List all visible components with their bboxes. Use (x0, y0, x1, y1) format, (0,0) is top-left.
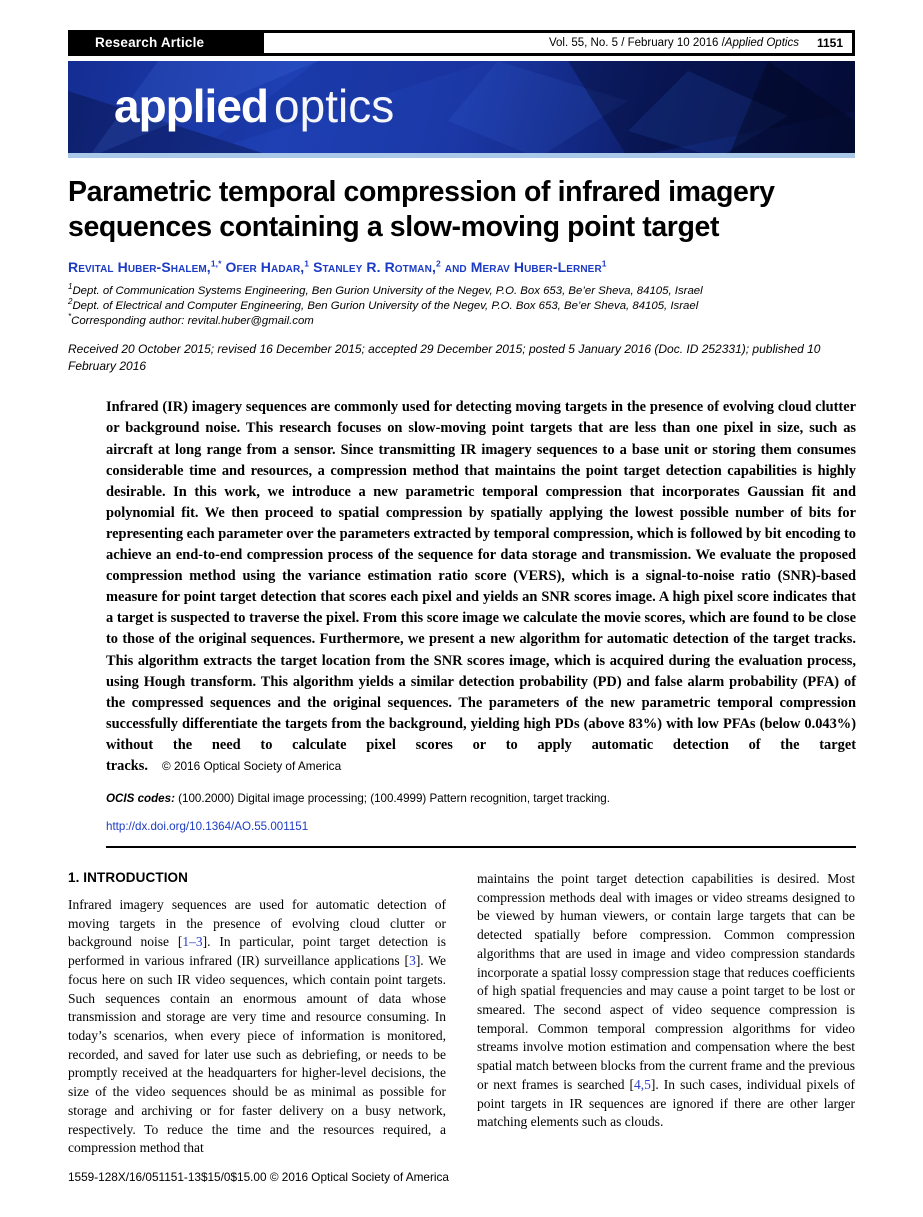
citation-box (264, 33, 852, 53)
logo-word-optics: optics (274, 80, 395, 132)
author-name: Ofer Hadar, (221, 259, 305, 275)
article-type-label: Research Article (95, 35, 205, 50)
affiliation-line: $^1$Dept. of Communication Systems Engineering, Ben Gurion University of the Negev, P.O. Box 653, Be’er Sheva, 84105, Israel (68, 282, 703, 297)
ocis-label: OCIS codes: (106, 792, 175, 806)
left-column (68, 870, 446, 1158)
article-history: Received 20 October 2015; revised 16 December 2015; accepted 29 December 2015; posted 5 January 2016 (Doc. ID 252331); published 10 February 2016 (68, 342, 821, 373)
citation-ref[interactable]: 1–3 (182, 934, 203, 950)
article-title: Parametric temporal compression of infrared imagery sequences containing a slow-moving point target (68, 176, 775, 243)
journal-banner (68, 61, 855, 158)
author-affil-marker: 1 (304, 258, 310, 269)
page-number: 1151 (816, 36, 843, 50)
author-name: Stanley R. Rotman, (309, 259, 436, 275)
journal-name: Applied Optics (724, 37, 799, 49)
author-line (68, 259, 855, 275)
volume-info: Vol. 55, No. 5 / February 10 2016 / (548, 37, 725, 49)
abstract-text: Infrared (IR) imagery sequences are commonly used for detecting moving targets in the presence of evolving cloud clutter or background noise. This research focuses on slow-moving point targets that are less than one pixel in size, such as aircraft at long range from a sensor. Since transmitting IR imagery sequences to a base unit or storing them consumes considerable time and resources, a compression method that maintains the point target detection capabilities is highly desirable. In this work, we introduce a new parametric temporal compression that incorporates Gaussian fit and polynomial fit. We then proceed to spatial compression by spatially applying the lowest possible number of bits for representing each parameter over the parameters extracted by temporal compression, which is followed by bit encoding to achieve an end-to-end compression process of the sequence for data storage and transmission. We evaluate the proposed compression method using the variance estimation ratio score (VERS), which is a signal-to-noise ratio (SNR)-based measure for point target detection that scores each pixel and yields an SNR scores image. A high pixel score indicates that a target is suspected to traverse the pixel. From this score image we calculate the movie scores, which are found to be close to those of the original sequences. Furthermore, we present a new algorithm for automatic detection of the target tracks. This algorithm extracts the target location from the SNR scores image, which is acquired during the evaluation process, using Hough transform. This algorithm yields a similar detection probability (PD) and false alarm probability (PFA) of the compressed sequences and the original sequences. The parameters of the new parametric temporal compression successfully differentiate the targets from the background, yielding high PDs (above 83%) with low PFAs (below 0.043%) without the need to calculate pixel scores or to apply automatic detection of the target tracks. (106, 399, 856, 774)
section-heading-introduction: 1. INTRODUCTION (68, 870, 189, 886)
author-affil-marker: 2 (435, 258, 441, 269)
intro-paragraph-right: maintains the point target detection capabilities is desired. Most compression methods deal with images or video streams designed to be viewed by human viewers, or contain large targets that can be detected spatially before compression. Common compression algorithms that are used in image and video compression standards incorporate a spatial lossy compression stage that reduces coefficients of high spatial frequencies and may cause a point target to be lost or smeared. The second aspect of video sequence compression is temporal. Common temporal compression algorithms for video streams involve motion estimation and compensation where the best spatial match between blocks from the current frame and the previous or next frames is searched [4,5]. In such cases, individual pixels of point targets in IR sequences are ignored if there are other larger matching elements such as clouds. (477, 871, 855, 1130)
affiliation-line: $^2$Dept. of Electrical and Computer Engineering, Ben Gurion University of the Negev, P.O. Box 653, Be’er Sheva, 84105, Israel (68, 297, 699, 312)
corresponding-author-line: *Corresponding author: revital.huber@gmail.com (68, 311, 314, 327)
author-affil-marker: 1,* (210, 258, 222, 269)
affiliations-block (68, 284, 855, 328)
doi-link[interactable]: http://dx.doi.org/10.1364/AO.55.001151 (106, 820, 309, 834)
right-column (477, 870, 855, 1158)
abstract (106, 397, 856, 777)
author-name: and Merav Huber-Lerner (440, 259, 602, 275)
banner-bottom-strip (68, 153, 855, 158)
author-name: Revital Huber-Shalem, (68, 259, 211, 275)
copyright-footer: 1559-128X/16/051151-13$15/0$15.00 © 2016 Optical Society of America (68, 1170, 449, 1184)
ocis-text: (100.2000) Digital image processing; (100.4999) Pattern recognition, target tracking. (174, 792, 610, 806)
ocis-codes (106, 792, 856, 805)
logo-word-applied: applied (114, 80, 269, 132)
article-body (68, 870, 855, 1158)
copyright-notice: © 2016 Optical Society of America (161, 758, 342, 773)
divider-rule (106, 846, 856, 848)
citation-ref[interactable]: 4,5 (634, 1076, 651, 1092)
author-affil-marker: 1 (601, 258, 607, 269)
intro-paragraph-left: Infrared imagery sequences are used for automatic detection of moving targets in the presence of evolving cloud clutter or background noise [1–3]. In particular, point target detection is performed in various infrared (IR) surveillance applications [3]. We focus here on such IR video sequences, which contain point targets. Such sequences contain an enormous amount of data whose transmission and storage are very time and resource consuming. In today’s scenarios, when every piece of information is monitored, recorded, and saved for later use such as debriefing, or needs to be promptly received at the headquarters for higher-level decisions, the size of the video sequences should be as minimal as possible for storage and archiving or for faster delivery on a busy network, respectively. To reduce the time and the resources required, a compression method that (68, 897, 447, 1156)
header-bar (68, 30, 855, 56)
applied-optics-logo (114, 77, 394, 135)
citation-ref[interactable]: 3 (409, 953, 416, 969)
